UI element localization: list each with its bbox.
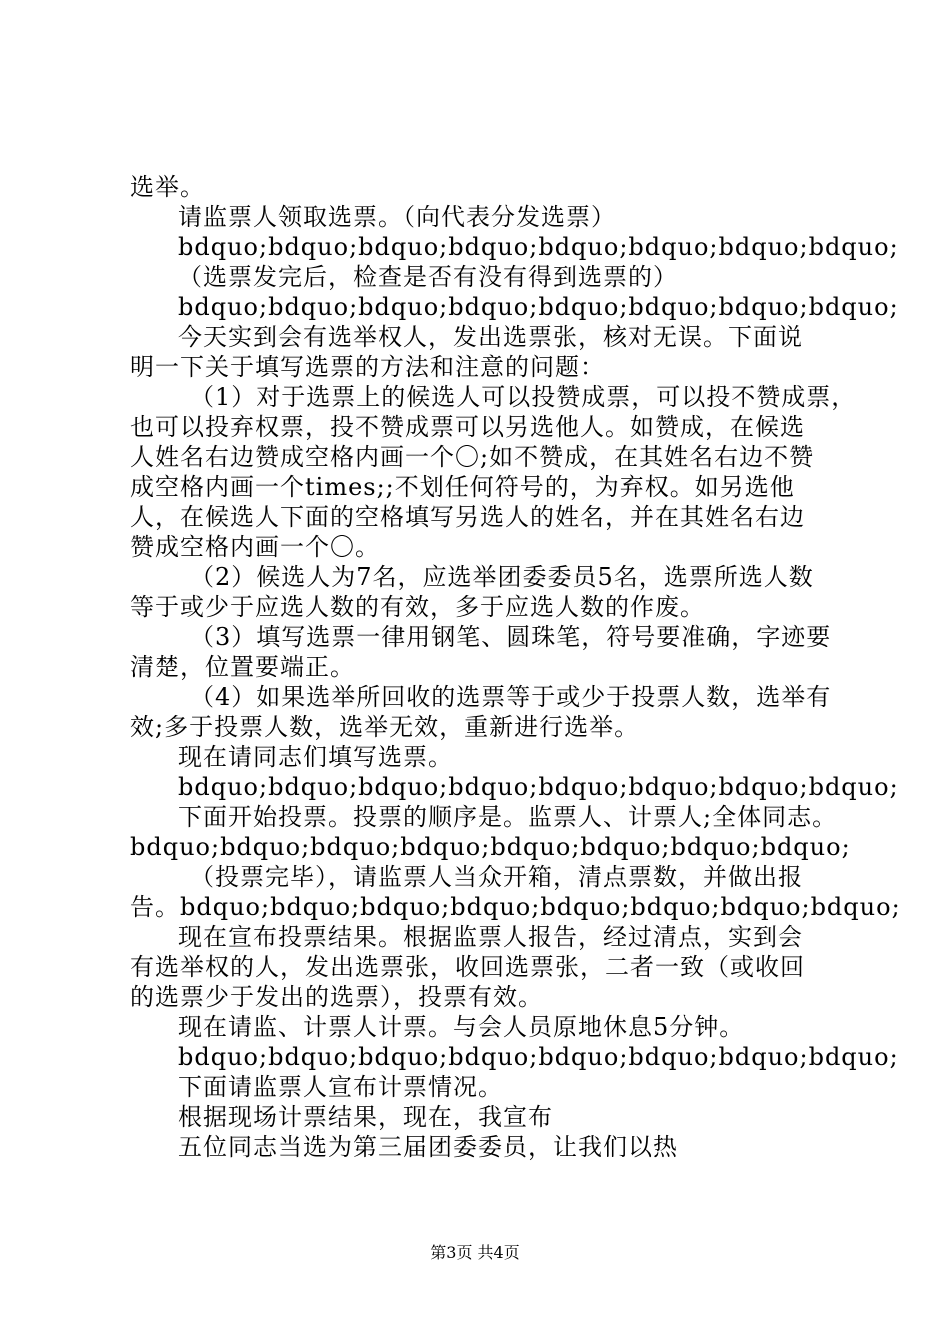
text-line: 现在请监、计票人计票。与会人员原地休息5分钟。 xyxy=(178,1013,745,1041)
text-line: （1）对于选票上的候选人可以投赞成票，可以投不赞成票， xyxy=(190,383,857,411)
text-line: 今天实到会有选举权人，发出选票张，核对无误。下面说 xyxy=(178,323,803,351)
text-line: 告。bdquo;bdquo;bdquo;bdquo;bdquo;bdquo;bdquo;bdquo; xyxy=(130,893,901,921)
text-line: 的选票少于发出的选票），投票有效。 xyxy=(130,983,543,1011)
text-line: bdquo;bdquo;bdquo;bdquo;bdquo;bdquo;bdquo;bdquo; xyxy=(178,773,899,801)
text-line: bdquo;bdquo;bdquo;bdquo;bdquo;bdquo;bdquo;bdquo; xyxy=(130,833,851,861)
text-line: 明一下关于填写选票的方法和注意的问题： xyxy=(130,353,605,381)
text-line: 下面请监票人宣布计票情况。 xyxy=(178,1073,503,1101)
text-line: （2）候选人为7名，应选举团委委员5名，选票所选人数 xyxy=(190,563,814,591)
page-number-footer: 第3页 共4页 xyxy=(430,1243,520,1262)
text-line: bdquo;bdquo;bdquo;bdquo;bdquo;bdquo;bdquo;bdquo; xyxy=(178,233,899,261)
text-line: 也可以投弃权票，投不赞成票可以另选他人。如赞成，在候选 xyxy=(130,413,805,441)
text-line: 五位同志当选为第三届团委委员，让我们以热 xyxy=(178,1133,678,1161)
text-line: 效;多于投票人数，选举无效，重新进行选举。 xyxy=(130,713,640,741)
text-line: 赞成空格内画一个〇。 xyxy=(130,533,380,561)
text-line: （3）填写选票一律用钢笔、圆珠笔，符号要准确，字迹要 xyxy=(190,623,832,651)
text-line: 人姓名右边赞成空格内画一个〇;如不赞成，在其姓名右边不赞 xyxy=(130,443,815,471)
text-line: bdquo;bdquo;bdquo;bdquo;bdquo;bdquo;bdquo;bdquo; xyxy=(178,1043,899,1071)
text-line: 现在宣布投票结果。根据监票人报告，经过清点，实到会 xyxy=(178,923,803,951)
text-line: 成空格内画一个times;;不划任何符号的，为弃权。如另选他 xyxy=(130,473,795,501)
text-line: 有选举权的人，发出选票张，收回选票张，二者一致（或收回 xyxy=(130,953,805,981)
text-line: 清楚，位置要端正。 xyxy=(130,653,355,681)
text-line: 根据现场计票结果，现在，我宣布 xyxy=(178,1103,553,1131)
text-line: （4）如果选举所回收的选票等于或少于投票人数，选举有 xyxy=(190,683,832,711)
document-body xyxy=(130,172,901,1162)
text-line: （投票完毕），请监票人当众开箱，清点票数，并做出报 xyxy=(190,863,803,891)
text-line: 选举。 xyxy=(130,173,205,201)
text-line: （选票发完后，检查是否有没有得到选票的） xyxy=(178,263,678,291)
text-line: bdquo;bdquo;bdquo;bdquo;bdquo;bdquo;bdquo;bdquo; xyxy=(178,293,899,321)
text-line: 人，在候选人下面的空格填写另选人的姓名，并在其姓名右边 xyxy=(130,503,805,531)
text-line: 现在请同志们填写选票。 xyxy=(178,743,453,771)
text-line: 请监票人领取选票。（向代表分发选票） xyxy=(178,203,616,231)
text-line: 下面开始投票。投票的顺序是。监票人、计票人;全体同志。 xyxy=(178,803,838,831)
text-line: 等于或少于应选人数的有效，多于应选人数的作废。 xyxy=(130,593,705,621)
